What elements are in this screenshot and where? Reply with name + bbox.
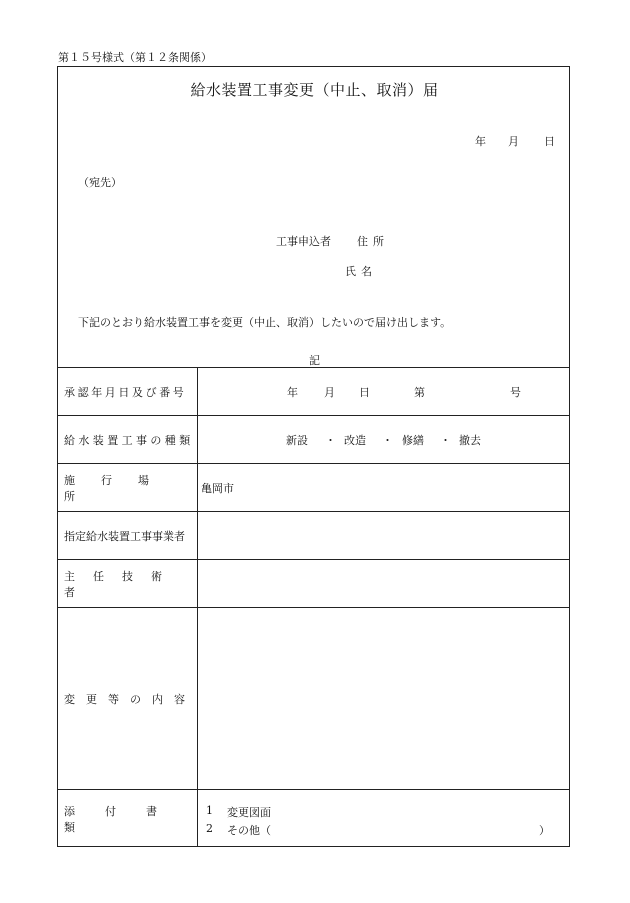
form-title: 給水装置工事変更（中止、取消）届: [190, 81, 439, 99]
address-label: 住所: [357, 235, 389, 248]
approval-year: 年: [287, 385, 298, 399]
attachment-item-1: 変更図面: [227, 806, 271, 819]
row-type: [58, 415, 569, 463]
attachment-item-2: その他（: [227, 824, 271, 837]
row-contractor: [58, 511, 569, 559]
location-label: 施行場所: [58, 464, 198, 511]
type-separator: ・: [325, 433, 336, 447]
engineer-label: 主任技術者: [58, 560, 198, 607]
date-month-label: 月: [508, 135, 519, 148]
approval-go: 号: [510, 385, 521, 399]
approval-month: 月: [324, 385, 335, 399]
name-label: 氏名: [345, 265, 377, 278]
location-value[interactable]: 亀岡市: [201, 481, 234, 495]
row-content: [58, 607, 569, 789]
approval-value[interactable]: [198, 368, 569, 415]
approval-dai: 第: [414, 385, 425, 399]
contractor-label: 指定給水装置工事事業者: [58, 512, 198, 559]
type-option-remove[interactable]: 撤去: [459, 433, 481, 447]
addressee: （宛先）: [78, 176, 122, 189]
type-value[interactable]: [198, 416, 569, 463]
engineer-value[interactable]: [198, 560, 569, 607]
attachments-value[interactable]: [198, 790, 569, 847]
row-approval: [58, 367, 569, 415]
attachments-label: 添付書類: [58, 790, 198, 847]
applicant-label: 工事申込者: [276, 235, 331, 248]
contractor-value[interactable]: [198, 512, 569, 559]
ki-heading: 記: [309, 354, 320, 367]
date-day-label: 日: [544, 135, 555, 148]
type-option-repair[interactable]: 修繕: [402, 433, 424, 447]
row-attachments: [58, 789, 569, 847]
content-value[interactable]: [198, 608, 569, 789]
form-number: 第１５号様式（第１２条関係）: [58, 51, 212, 64]
approval-day: 日: [359, 385, 370, 399]
attachment-item-2-number: 2: [206, 822, 213, 835]
type-option-modify[interactable]: 改造: [344, 433, 366, 447]
row-location: [58, 463, 569, 511]
content-label: 変更等の内容: [58, 608, 198, 789]
type-separator: ・: [382, 433, 393, 447]
row-engineer: [58, 559, 569, 607]
attachment-item-2-close: ）: [539, 824, 550, 837]
approval-label: 承認年月日及び番号: [58, 368, 198, 415]
date-year-label: 年: [475, 135, 486, 148]
attachment-item-1-number: 1: [206, 804, 213, 817]
type-label: 給水装置工事の種類: [58, 416, 198, 463]
type-separator: ・: [440, 433, 451, 447]
form-frame: [57, 66, 570, 847]
notice-text: 下記のとおり給水装置工事を変更（中止、取消）したいので届け出します。: [78, 316, 452, 329]
type-option-new[interactable]: 新設: [286, 433, 308, 447]
